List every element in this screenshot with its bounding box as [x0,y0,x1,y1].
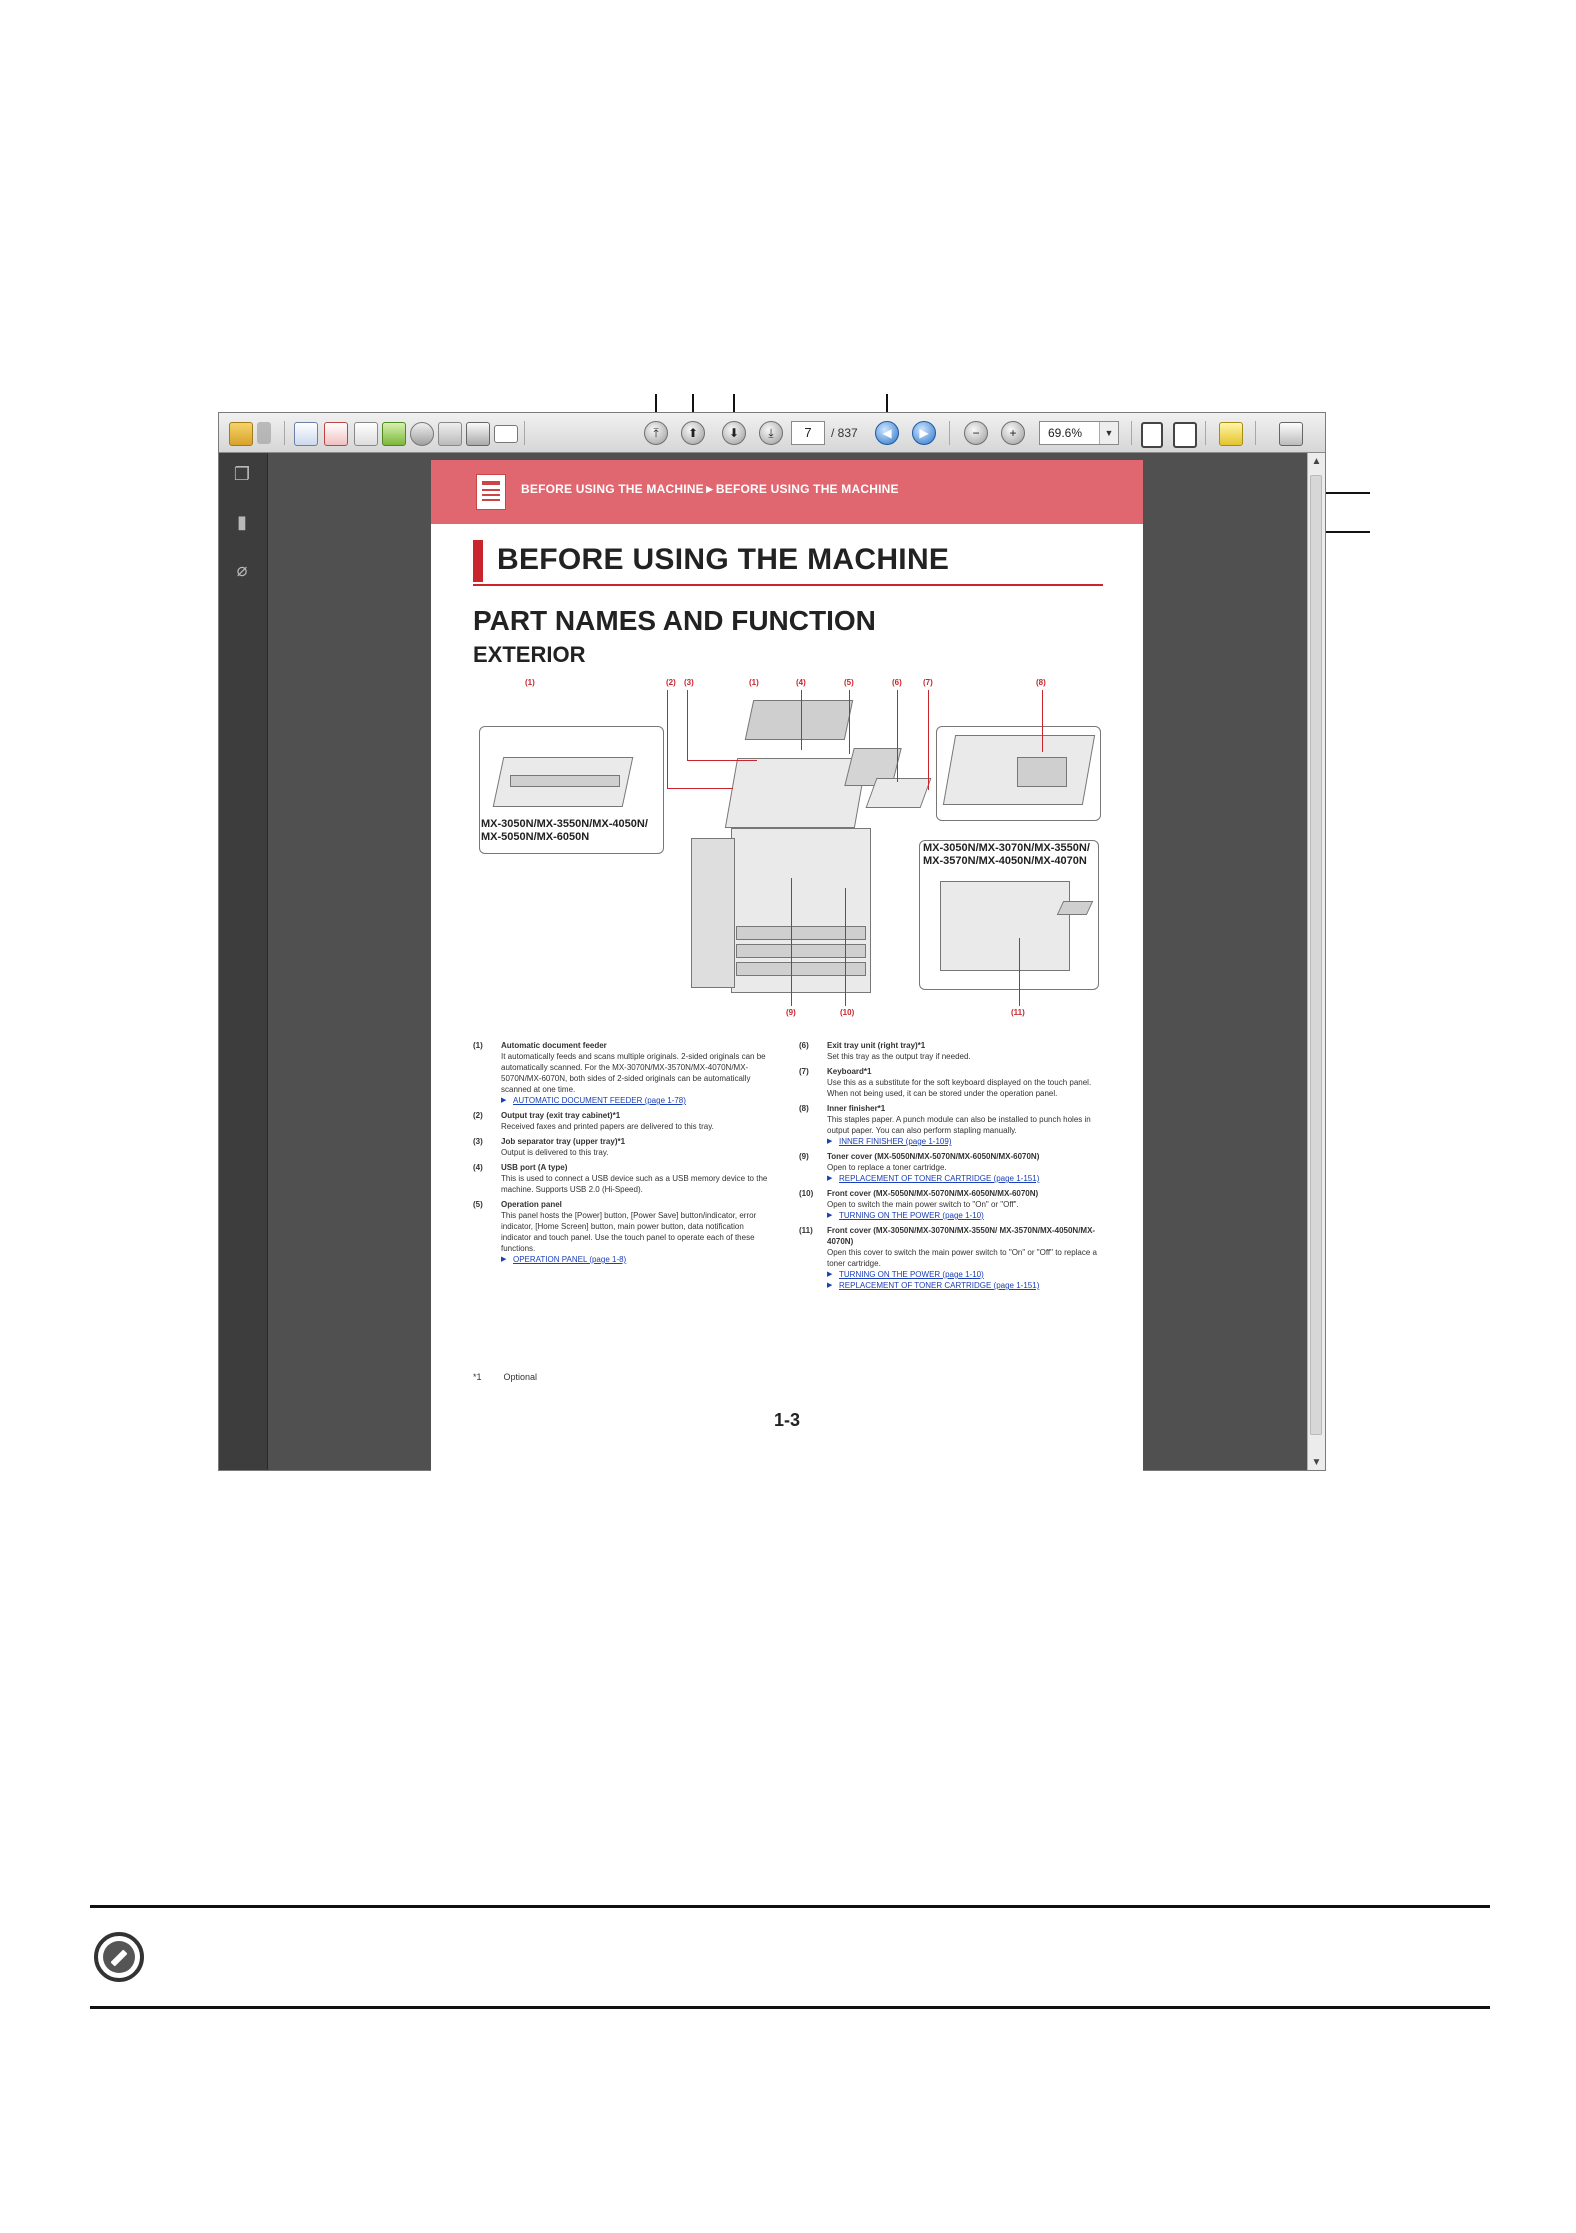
part-name: USB port (A type) [501,1163,568,1172]
full-screen-icon[interactable] [1279,422,1303,446]
part-name: Job separator tray (upper tray)*1 [501,1137,626,1146]
callout-leader [897,690,898,782]
breadcrumb: BEFORE USING THE MACHINE►BEFORE USING THE MACHINE [521,482,899,496]
part-body: Output is delivered to this tray. [501,1148,609,1157]
create-pdf-icon[interactable] [257,422,271,444]
callout-leader [1019,938,1020,1006]
part-description [473,1136,773,1158]
open-folder-icon[interactable] [229,422,253,446]
part-number: (2) [473,1111,483,1120]
part-description [473,1199,773,1265]
machine-icon [476,474,506,510]
document-feeder-drawing [510,775,620,787]
callout-leader [849,690,850,754]
part-description [799,1103,1099,1147]
note-rule-bottom [90,2006,1490,2009]
part-number: (4) [473,1163,483,1172]
inset-box-right-top [936,726,1101,821]
callout-label: (8) [1036,678,1046,687]
note-pencil-icon [94,1932,144,1982]
zoom-select[interactable] [1039,421,1119,445]
part-name: Front cover (MX-3050N/MX-3070N/MX-3550N/ MX-3570N/MX-4050N/MX-4070N) [827,1226,1096,1246]
reference-link[interactable]: ▶ AUTOMATIC DOCUMENT FEEDER (page 1-78) [501,1095,773,1106]
toolbar-separator [1205,421,1206,445]
viewer-toolbar [219,413,1325,453]
callout-label: (10) [840,1008,855,1017]
callout-leader [667,788,733,789]
zoom-out-icon[interactable]: − [964,421,988,445]
callout-label: (4) [796,678,806,687]
scroll-up-icon[interactable]: ▲ [1311,456,1322,467]
callout-leader [687,690,688,760]
callout-label: (6) [892,678,902,687]
toolbar-separator [949,421,950,445]
create-pdf-icon[interactable] [324,422,348,446]
reference-link[interactable]: ▶ TURNING ON THE POWER (page 1-10) [827,1210,1099,1221]
chapter-accent-bar [473,540,483,582]
toolbar-separator [1131,421,1132,445]
pages-icon[interactable]: ❐ [233,463,251,484]
chapter-title: BEFORE USING THE MACHINE [497,543,950,576]
note-rule-top [90,1905,1490,1908]
sub-title: EXTERIOR [473,642,586,667]
machine-side-drawing [691,838,735,988]
chapter-divider [473,584,1103,586]
email-icon[interactable] [494,425,518,443]
part-number: (8) [799,1104,809,1113]
section-title: PART NAMES AND FUNCTION [473,605,876,636]
part-name: Operation panel [501,1200,562,1209]
exit-tray-drawing [866,778,932,808]
page-number-input[interactable]: 7 [791,421,825,445]
reference-link[interactable]: ▶ REPLACEMENT OF TONER CARTRIDGE (page 1-151) [827,1173,1099,1184]
paper-tray-drawing [736,944,866,958]
page-total-label: / 837 [831,426,858,440]
part-number: (6) [799,1041,809,1050]
part-name: Toner cover (MX-5050N/MX-5070N/MX-6050N/MX-6070N) [827,1152,1040,1161]
part-name: Automatic document feeder [501,1041,607,1050]
model-label-left: MX-3050N/MX-3550N/MX-4050N/ MX-5050N/MX-6050N [481,818,648,843]
part-body: Open to switch the main power switch to "On" or "Off". [827,1200,1019,1209]
reference-link[interactable]: ▶ INNER FINISHER (page 1-109) [827,1136,1099,1147]
part-body: Set this tray as the output tray if needed. [827,1052,971,1061]
callout-leader [928,690,929,790]
part-description [799,1151,1099,1184]
part-number: (5) [473,1200,483,1209]
callout-label: (1) [749,678,759,687]
last-page-icon[interactable]: ⤓ [759,421,783,445]
callout-leader [845,888,846,1006]
footnote-mark: *1 [473,1372,482,1382]
chevron-down-icon[interactable]: ▼ [1099,422,1118,444]
part-description [473,1040,773,1106]
part-name: Output tray (exit tray cabinet)*1 [501,1111,621,1120]
navigation-panel [219,453,268,1471]
exterior-illustration [431,678,1143,1018]
share-icon[interactable] [382,422,406,446]
part-body: It automatically feeds and scans multiple originals. 2-sided originals can be automatically scanned. For the MX-3070N/MX-3570N/MX-4070N/MX-5070N/MX-6070N, both sides of 2-sided originals can be automatically scanned at one time. [501,1052,766,1094]
fit-width-icon[interactable] [1173,422,1197,448]
scrollbar-thumb[interactable] [1310,475,1322,1435]
first-page-icon[interactable]: ⤒ [644,421,668,445]
document-feeder-drawing [745,700,854,740]
toolbar-separator [524,421,525,445]
callout-label: (5) [844,678,854,687]
footnote [473,1372,559,1382]
comment-icon[interactable] [1219,422,1243,446]
save-icon[interactable] [438,422,462,446]
previous-page-icon[interactable]: ⬆ [681,421,705,445]
part-number: (10) [799,1189,814,1198]
description-column-left [473,1040,773,1269]
model-label-right: MX-3050N/MX-3070N/MX-3550N/ MX-3570N/MX-4050N/MX-4070N [923,842,1090,867]
upload-icon[interactable] [410,422,434,446]
part-name: Keyboard*1 [827,1067,872,1076]
part-number: (1) [473,1041,483,1050]
part-body: Received faxes and printed papers are delivered to this tray. [501,1122,714,1131]
zoom-value: 69.6% [1048,426,1083,440]
inner-finisher-drawing [1017,757,1067,787]
footnote-text: Optional [503,1372,538,1382]
part-description [799,1225,1099,1291]
callout-label: (11) [1011,1008,1025,1017]
page-header-banner [431,460,1143,524]
callout-label: (2) [666,678,676,687]
export-icon[interactable] [294,422,318,446]
next-page-icon[interactable]: ⬇ [722,421,746,445]
edit-icon[interactable] [354,422,378,446]
callout-label: (9) [786,1008,796,1017]
reference-link[interactable]: ▶ REPLACEMENT OF TONER CARTRIDGE (page 1-151) [827,1280,1099,1291]
part-body: Open this cover to switch the main power switch to "On" or "Off" to replace a toner cartridge. [827,1248,1097,1268]
part-description [799,1040,1099,1062]
description-column-right [799,1040,1099,1295]
part-number: (9) [799,1152,809,1161]
part-name: Exit tray unit (right tray)*1 [827,1041,926,1050]
machine-body-drawing [725,758,867,828]
toolbar-separator [1255,421,1256,445]
part-name: Front cover (MX-5050N/MX-5070N/MX-6050N/MX-6070N) [827,1189,1039,1198]
vertical-scrollbar[interactable] [1307,453,1325,1471]
callout-leader [667,690,668,788]
part-body: Use this as a substitute for the soft keyboard displayed on the touch panel. When not being used, it can be stored under the operation panel. [827,1078,1092,1098]
paper-tray-drawing [736,926,866,940]
callout-label: (1) [525,678,535,687]
part-body: Open to replace a toner cartridge. [827,1163,947,1172]
forward-view-icon[interactable]: ▶ [912,421,936,445]
zoom-in-icon[interactable]: + [1001,421,1025,445]
part-description [799,1188,1099,1221]
part-description [473,1110,773,1132]
toolbar-separator [284,421,285,445]
paper-tray-drawing [736,962,866,976]
part-name: Inner finisher*1 [827,1104,886,1113]
reference-link[interactable]: ▶ TURNING ON THE POWER (page 1-10) [827,1269,1099,1280]
bookmarks-icon[interactable]: ▮ [237,511,247,532]
front-cover-drawing [940,881,1070,971]
part-body: This panel hosts the [Power] button, [Power Save] button/indicator, error indicator, [Home Screen] button, main power button, data notification indicator and touch panel. Use the touch panel to operate each of these functions. [501,1211,757,1253]
part-body: This is used to connect a USB device such as a USB memory device to the machine. Supports USB 2.0 (Hi-Speed). [501,1174,768,1194]
fit-page-icon[interactable] [1141,422,1163,448]
print-icon[interactable] [466,422,490,446]
part-number: (7) [799,1067,809,1076]
exit-tray-drawing [1057,901,1094,915]
reference-link[interactable]: ▶ OPERATION PANEL (page 1-8) [501,1254,773,1265]
back-view-icon[interactable]: ◀ [875,421,899,445]
callout-leader [1042,690,1043,752]
callout-leader [801,690,802,750]
part-description [473,1162,773,1195]
part-number: (11) [799,1226,813,1235]
part-description [799,1066,1099,1099]
part-number: (3) [473,1137,483,1146]
callout-label: (7) [923,678,933,687]
callout-label: (3) [684,678,694,687]
attachments-icon[interactable]: ⌀ [236,559,248,580]
part-body: This staples paper. A punch module can also be installed to punch holes in output paper. You can also perform stapling manually. [827,1115,1091,1135]
callout-leader [687,760,757,761]
page-number: 1-3 [773,1410,800,1430]
callout-leader [791,878,792,1006]
document-page [431,460,1143,1471]
scroll-down-icon[interactable]: ▼ [1311,1457,1322,1468]
